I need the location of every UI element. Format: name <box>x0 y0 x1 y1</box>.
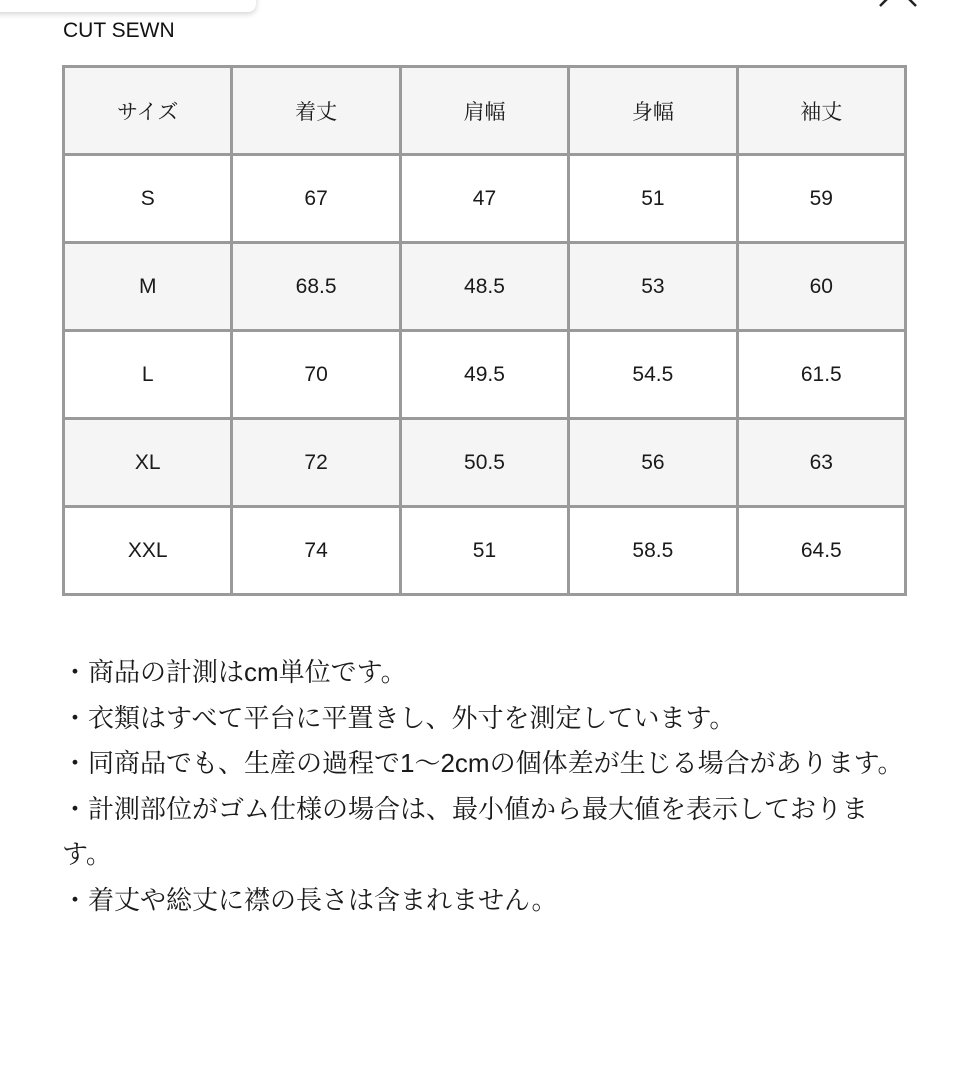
table-row <box>64 331 906 419</box>
cell-value: 53 <box>569 243 737 331</box>
cell-size: S <box>64 155 232 243</box>
cell-value: 72 <box>232 419 400 507</box>
cell-value: 67 <box>232 155 400 243</box>
cell-value: 64.5 <box>737 507 905 595</box>
cell-value: 54.5 <box>569 331 737 419</box>
cell-value: 74 <box>232 507 400 595</box>
cell-value: 63 <box>737 419 905 507</box>
popup-panel <box>0 0 256 12</box>
table-row <box>64 507 906 595</box>
cell-value: 60 <box>737 243 905 331</box>
cell-value: 50.5 <box>400 419 568 507</box>
note-item: ・衣類はすべて平台に平置きし、外寸を測定しています。 <box>62 702 736 733</box>
header-shoulder: 肩幅 <box>400 67 568 155</box>
size-chart-table <box>62 65 907 596</box>
note-item: ・計測部位がゴム仕様の場合は、最小値から最大値を表示しております。 <box>62 793 869 869</box>
cell-value: 47 <box>400 155 568 243</box>
table-header-row <box>64 67 906 155</box>
section-title: CUT SEWN <box>63 19 175 42</box>
cell-size: XXL <box>64 507 232 595</box>
cell-value: 51 <box>569 155 737 243</box>
header-size: サイズ <box>64 67 232 155</box>
table-row <box>64 155 906 243</box>
cell-value: 51 <box>400 507 568 595</box>
cell-value: 70 <box>232 331 400 419</box>
measurement-notes <box>62 650 912 923</box>
cell-value: 59 <box>737 155 905 243</box>
cell-size: XL <box>64 419 232 507</box>
cell-value: 61.5 <box>737 331 905 419</box>
table-row <box>64 419 906 507</box>
cell-value: 56 <box>569 419 737 507</box>
cell-size: M <box>64 243 232 331</box>
table-row <box>64 243 906 331</box>
note-item: ・商品の計測はcm単位です。 <box>62 657 407 687</box>
note-item: ・着丈や総丈に襟の長さは含まれません。 <box>62 884 558 915</box>
cell-value: 68.5 <box>232 243 400 331</box>
header-length: 着丈 <box>232 67 400 155</box>
close-icon[interactable] <box>874 0 924 10</box>
cell-value: 49.5 <box>400 331 568 419</box>
cell-value: 58.5 <box>569 507 737 595</box>
header-sleeve: 袖丈 <box>737 67 905 155</box>
cell-size: L <box>64 331 232 419</box>
cell-value: 48.5 <box>400 243 568 331</box>
note-item: ・同商品でも、生産の過程で1〜2cmの個体差が生じる場合があります。 <box>62 748 904 778</box>
header-chest: 身幅 <box>569 67 737 155</box>
